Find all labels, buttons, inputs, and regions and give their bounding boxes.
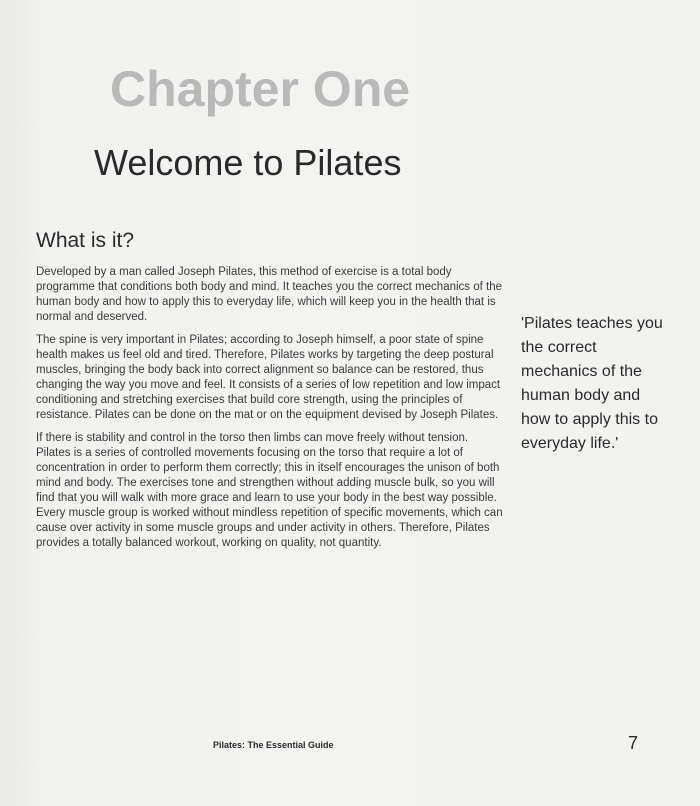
chapter-title: Welcome to Pilates — [94, 142, 402, 183]
paragraph-1: Developed by a man called Joseph Pilates, this method of exercise is a total body programme that conditions both body and mind. It teaches you the correct mechanics of the human body and how to apply this to everyday life, which will keep you in the health that is normal and deserved. — [36, 266, 503, 323]
section-heading: What is it? — [36, 229, 135, 252]
footer-book-title: Pilates: The Essential Guide — [213, 740, 334, 750]
pull-quote: 'Pilates teaches you the correct mechanics of the human body and how to apply this to everyday life.' — [521, 315, 663, 452]
paragraph-3: If there is stability and control in the torso then limbs can move freely without tension. Pilates is a series of controlled movements focusing on the torso that require a lot of concentration in order to perform them correctly; this in itself encourages the unison of both mind and body. The exercises tone and strengthen without adding muscle bulk, so you will find that you will walk with more grace and learn to use your body in the best way possible. Every muscle group is worked without mindless repetition of specific movements, which can cause over activity in some muscle groups and under activity in others. Therefore, Pilates provides a totally balanced workout, working on quality, not quantity. — [36, 432, 503, 549]
chapter-label: Chapter One — [110, 61, 411, 117]
body-text — [36, 265, 504, 559]
paragraph-2: The spine is very important in Pilates; according to Joseph himself, a poor state of spine health makes us feel old and tired. Therefore, Pilates works by targeting the deep postural muscles, bringing the body back into correct alignment so balance can be restored, thus changing the way you move and feel. It consists of a series of low repetition and low impact conditioning and stretching exercises that build core strength, using the principles of resistance. Pilates can be done on the mat or on the equipment devised by Joseph Pilates. — [36, 334, 501, 421]
page-number: 7 — [628, 733, 639, 753]
